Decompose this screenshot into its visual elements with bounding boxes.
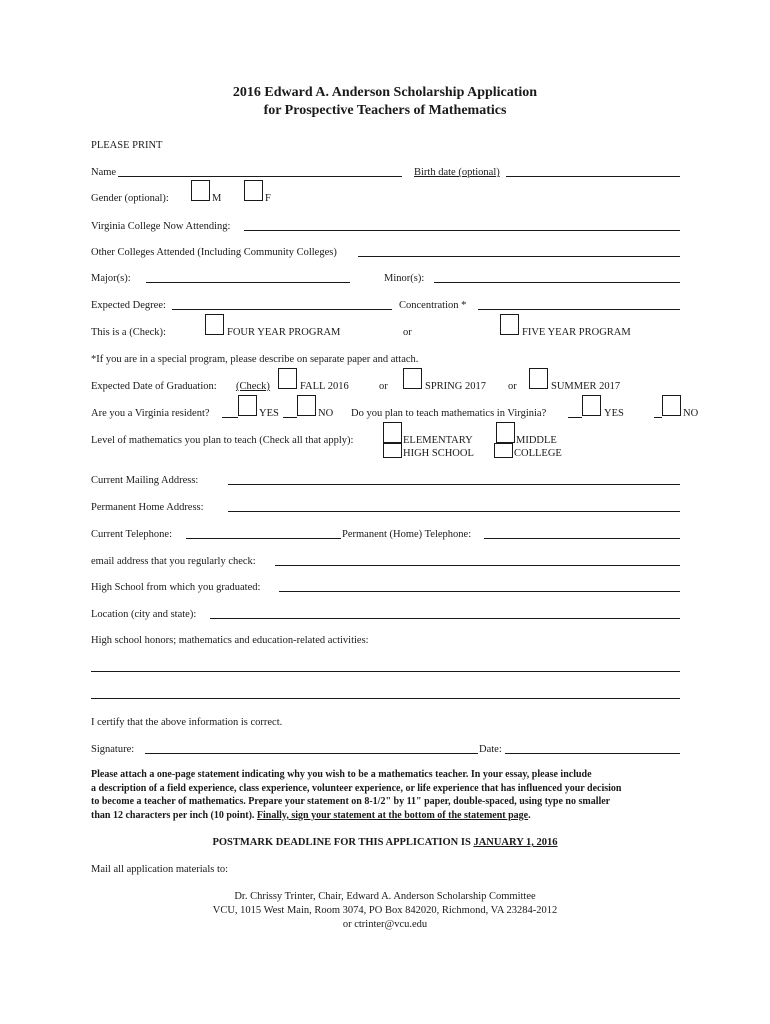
majors-label: Major(s): [91,273,131,284]
email-label: email address that you regularly check: [91,556,256,567]
email-field[interactable] [275,565,680,566]
elementary-checkbox[interactable] [383,422,402,443]
virginia-college-label: Virginia College Now Attending: [91,221,231,232]
middle-checkbox[interactable] [496,422,515,443]
high-school-graduated-label: High School from which you graduated: [91,582,261,593]
level-label: Level of mathematics you plan to teach (Check all that apply): [91,435,354,446]
concentration-field[interactable] [478,309,680,310]
gender-f-label: F [265,193,271,204]
current-phone-field[interactable] [186,538,341,539]
fall-label: FALL 2016 [300,381,349,392]
resident-yes-label: YES [259,408,279,419]
certify-text: I certify that the above information is correct. [91,717,283,728]
deadline-text: POSTMARK DEADLINE FOR THIS APPLICATION IS [212,837,474,848]
birth-date-label: Birth date (optional) [414,167,500,178]
high-school-checkbox[interactable] [383,443,402,458]
college-checkbox[interactable] [494,443,513,458]
date-field[interactable] [505,753,680,754]
mailing-address-field[interactable] [228,484,680,485]
signature-field[interactable] [145,753,478,754]
middle-label: MIDDLE [516,435,557,446]
deadline-date: JANUARY 1, 2016 [473,837,558,848]
teach-yes-underline [568,417,582,418]
concentration-label: Concentration * [399,300,467,311]
high-school-graduated-field[interactable] [279,591,680,592]
mailing-address-label: Current Mailing Address: [91,475,199,486]
form-title: 2016 Edward A. Anderson Scholarship Application [232,85,538,100]
statement-line-3: to become a teacher of mathematics. Prepare your statement on 8-1/2" by 11" paper, double-spaced, using type no smaller [91,796,611,807]
majors-field[interactable] [146,282,350,283]
signature-label: Signature: [91,744,135,755]
statement-line-1: Please attach a one-page statement indicating why you wish to be a mathematics teacher. In your essay, please include [91,769,592,780]
please-print-label: PLEASE PRINT [91,140,163,151]
resident-yes-underline [222,417,238,418]
spring-label: SPRING 2017 [425,381,486,392]
graduation-or-label-2: or [508,381,517,392]
other-colleges-label: Other Colleges Attended (Including Community Colleges) [91,247,337,258]
va-resident-label: Are you a Virginia resident? [91,408,210,419]
mail-to-label: Mail all application materials to: [91,864,229,875]
current-phone-label: Current Telephone: [91,529,173,540]
date-label: Date: [479,744,502,755]
statement-line-4-end: . [528,809,531,821]
teach-yes-checkbox[interactable] [582,395,601,416]
permanent-address-field[interactable] [228,511,680,512]
statement-sign-note: Finally, sign your statement at the bottom of the statement page [256,809,529,821]
deadline-notice [0,836,770,849]
statement-instructions [91,768,691,822]
teach-in-va-label: Do you plan to teach mathematics in Virginia? [351,408,547,419]
program-or-label: or [403,327,412,338]
four-year-checkbox[interactable] [205,314,224,335]
special-program-note: *If you are in a special program, please describe on separate paper and attach. [91,354,419,365]
five-year-checkbox[interactable] [500,314,519,335]
summer-checkbox[interactable] [529,368,548,389]
fall-checkbox[interactable] [278,368,297,389]
graduation-date-label: Expected Date of Graduation: [91,381,217,392]
gender-label: Gender (optional): [91,193,169,204]
four-year-label: FOUR YEAR PROGRAM [227,327,341,338]
statement-line-4 [91,809,691,823]
minors-label: Minor(s): [384,273,425,284]
gender-f-checkbox[interactable] [244,180,263,201]
name-label: Name [91,167,117,178]
name-field[interactable] [118,176,402,177]
honors-field-line-1[interactable] [91,671,680,672]
resident-no-checkbox[interactable] [297,395,316,416]
gender-m-label: M [212,193,222,204]
statement-line-4-text: than 12 characters per inch (10 point). [91,809,257,821]
honors-label: High school honors; mathematics and education-related activities: [91,635,369,646]
teach-yes-label: YES [604,408,624,419]
teach-no-underline [654,417,662,418]
address-line-1: Dr. Chrissy Trinter, Chair, Edward A. Anderson Scholarship Committee [234,891,536,902]
resident-no-label: NO [318,408,334,419]
location-label: Location (city and state): [91,609,197,620]
location-field[interactable] [210,618,680,619]
resident-no-underline [283,417,297,418]
statement-line-2: a description of a field experience, class experience, volunteer experience, or life experience that has influenced your decision [91,782,622,794]
permanent-phone-label: Permanent (Home) Telephone: [342,529,472,540]
resident-yes-checkbox[interactable] [238,395,257,416]
spring-checkbox[interactable] [403,368,422,389]
address-line-2: VCU, 1015 West Main, Room 3074, PO Box 842020, Richmond, VA 23284-2012 [212,905,558,916]
elementary-label: ELEMENTARY [403,435,473,446]
college-label: COLLEGE [514,448,562,459]
permanent-phone-field[interactable] [484,538,680,539]
gender-m-checkbox[interactable] [191,180,210,201]
graduation-or-label-1: or [379,381,388,392]
birth-date-field[interactable] [506,176,680,177]
other-colleges-field[interactable] [358,256,680,257]
permanent-address-label: Permanent Home Address: [91,502,204,513]
summer-label: SUMMER 2017 [551,381,621,392]
program-check-label: This is a (Check): [91,327,166,338]
honors-field-line-2[interactable] [91,698,680,699]
five-year-label: FIVE YEAR PROGRAM [522,327,631,338]
high-school-label: HIGH SCHOOL [403,448,474,459]
form-subtitle: for Prospective Teachers of Mathematics [263,103,507,118]
expected-degree-label: Expected Degree: [91,300,166,311]
graduation-check-label: (Check) [236,381,270,392]
teach-no-checkbox[interactable] [662,395,681,416]
teach-no-label: NO [683,408,699,419]
minors-field[interactable] [434,282,680,283]
address-email: or ctrinter@vcu.edu [342,919,428,930]
virginia-college-field[interactable] [244,230,680,231]
expected-degree-field[interactable] [172,309,392,310]
